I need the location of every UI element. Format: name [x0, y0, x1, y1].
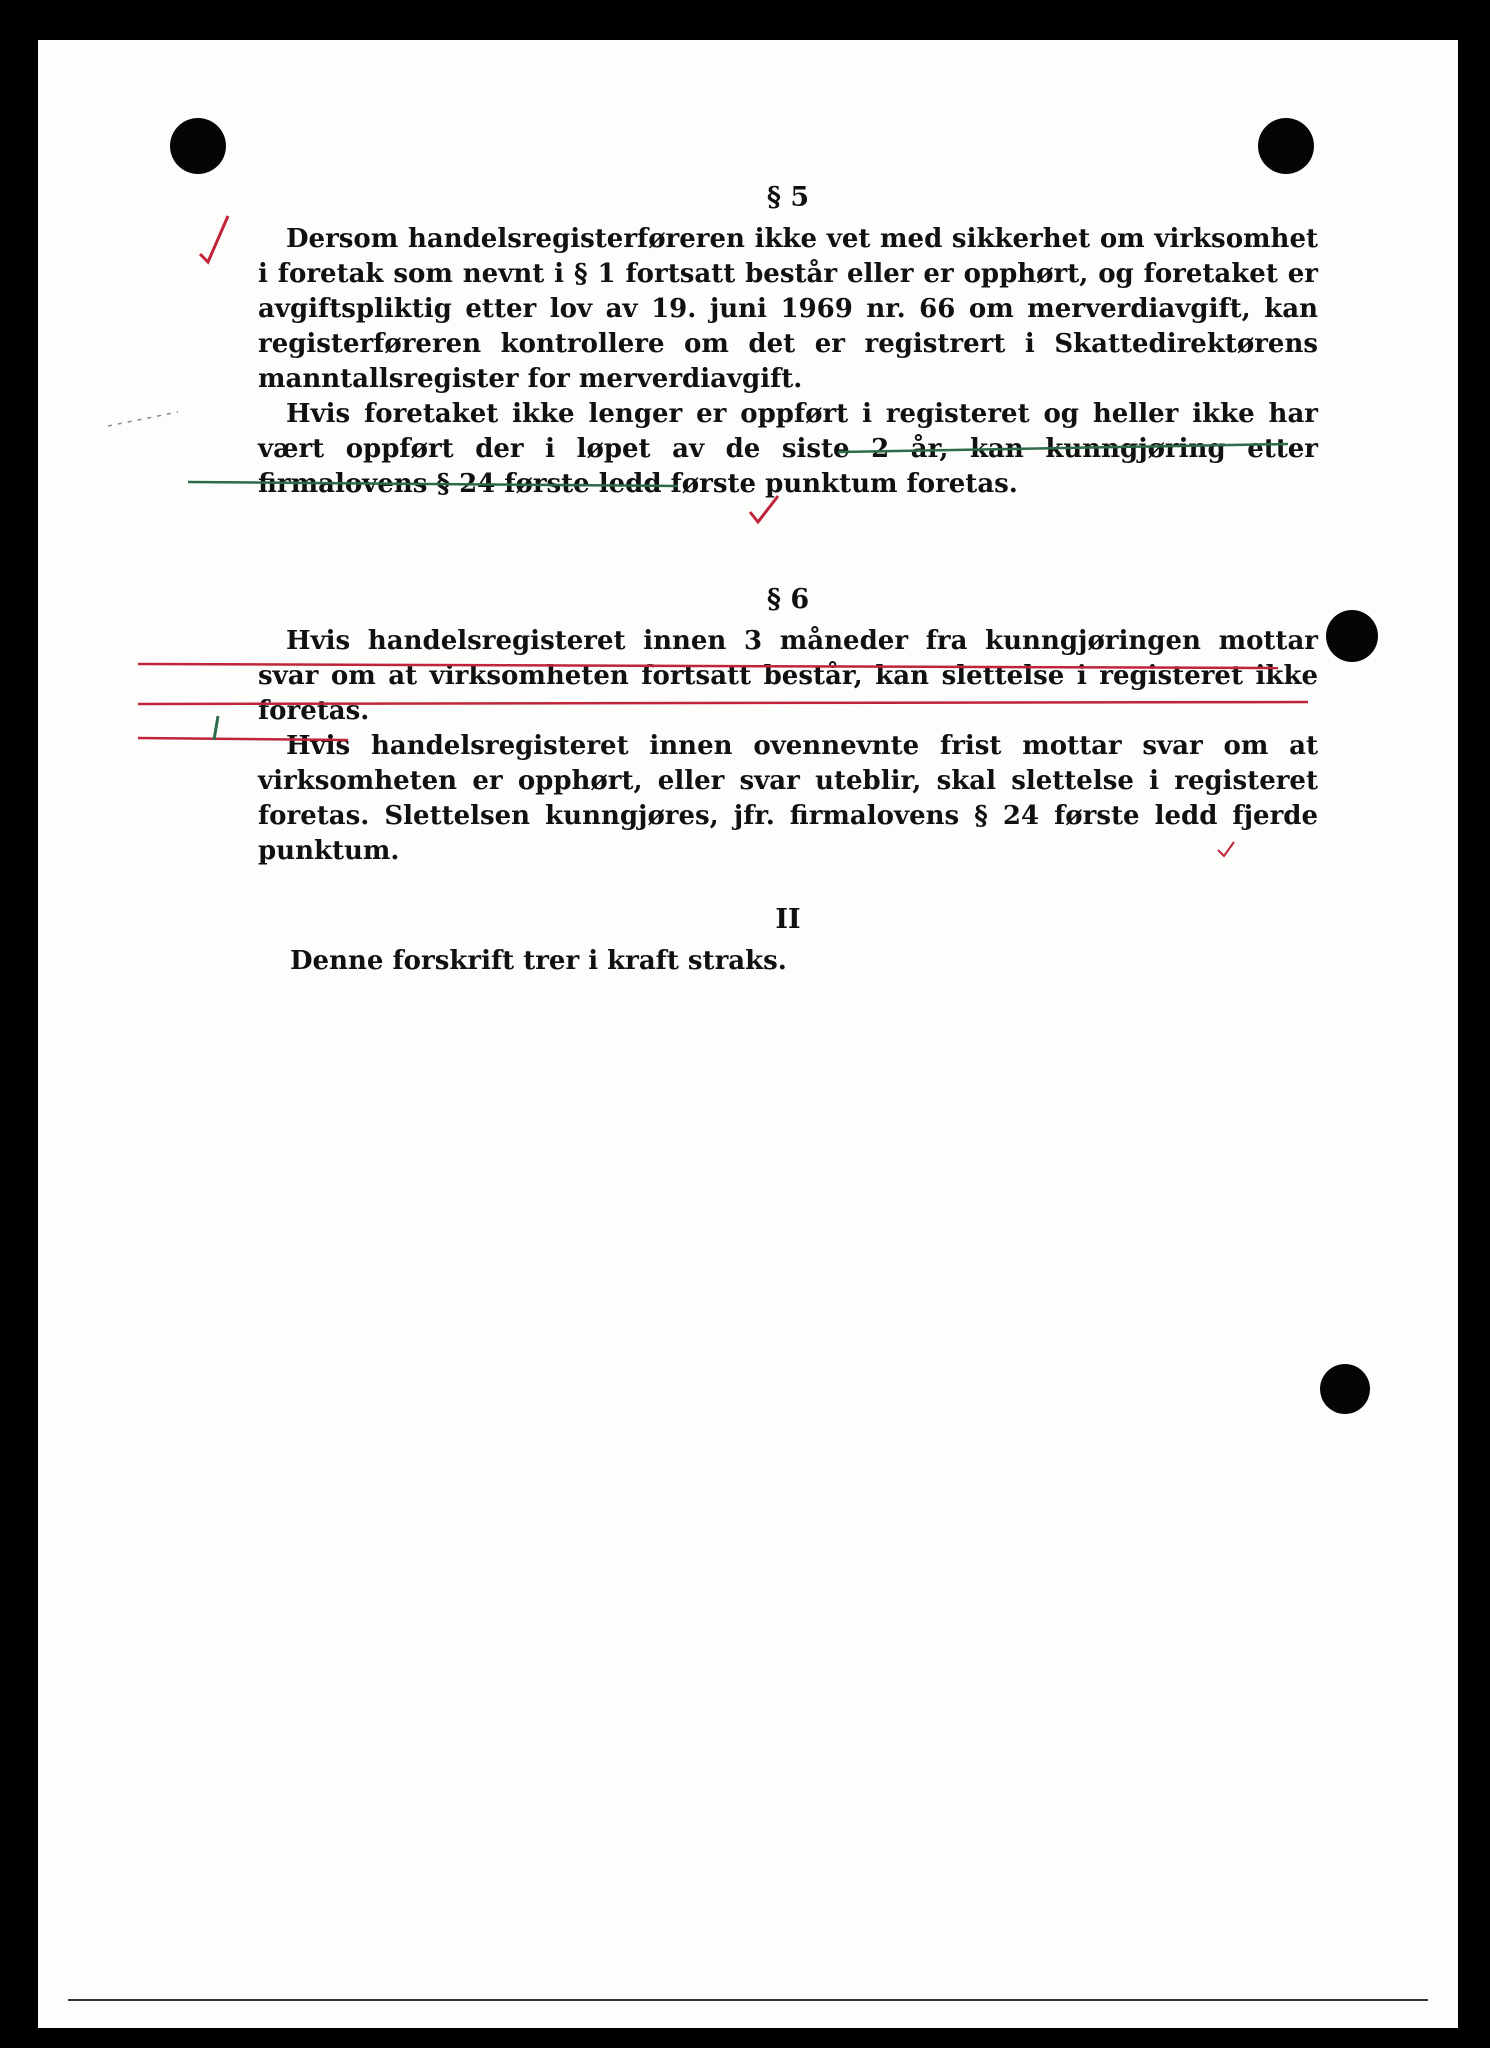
red-line-2: [138, 702, 1308, 704]
red-check-mark-3: [1218, 842, 1234, 856]
section-5-paragraph-2: Hvis foretaket ikke lenger er oppført i registeret og heller ikke har vært oppført der i løpet av de siste 2 år, kan kunngjøring etter firmalovens § 24 første ledd første punktum foretas.: [258, 399, 1318, 499]
red-line-3: [138, 738, 348, 740]
section-5-paragraph-1: Dersom handelsregisterføreren ikke vet med sikkerhet om virksomhet i foretak som nevnt i § 1 fortsatt består eller er opphørt, og foretaket er avgiftspliktig etter lov av 19. juni 1969 nr. 66 om merverdiavgift, kan registerføreren kontrollere om det er registrert i Skattedirektørens manntallsregister for merverdiavgift.: [258, 224, 1318, 394]
red-check-mark-1: [200, 216, 228, 262]
section-6-heading: § 6: [766, 584, 810, 615]
section-6-paragraph-1: Hvis handelsregisteret innen 3 måneder fra kunngjøringen mottar svar om at virksomheten fortsatt består, kan slettelse i registeret ikke foretas.: [258, 626, 1318, 726]
section-5-heading: § 5: [766, 182, 810, 213]
part-2-text: Denne forskrift trer i kraft straks.: [290, 946, 787, 976]
green-underline-1: [838, 444, 1288, 452]
part-2-heading: II: [775, 904, 801, 935]
margin-dash: [108, 412, 178, 426]
red-check-mark-2: [750, 496, 778, 522]
red-line-1: [138, 664, 1278, 668]
green-underline-2: [188, 482, 678, 486]
scanned-page: [38, 40, 1458, 2028]
section-6-paragraph-2: Hvis handelsregisteret innen ovennevnte frist mottar svar om at virksomheten er opphørt, eller svar uteblir, skal slettelse i registeret foretas. Slettelsen kunngjøres, jfr. firmalovens § 24 første ledd fjerde punktum.: [258, 731, 1318, 866]
green-tick: [214, 716, 218, 740]
annotation-layer: [38, 40, 1458, 2028]
